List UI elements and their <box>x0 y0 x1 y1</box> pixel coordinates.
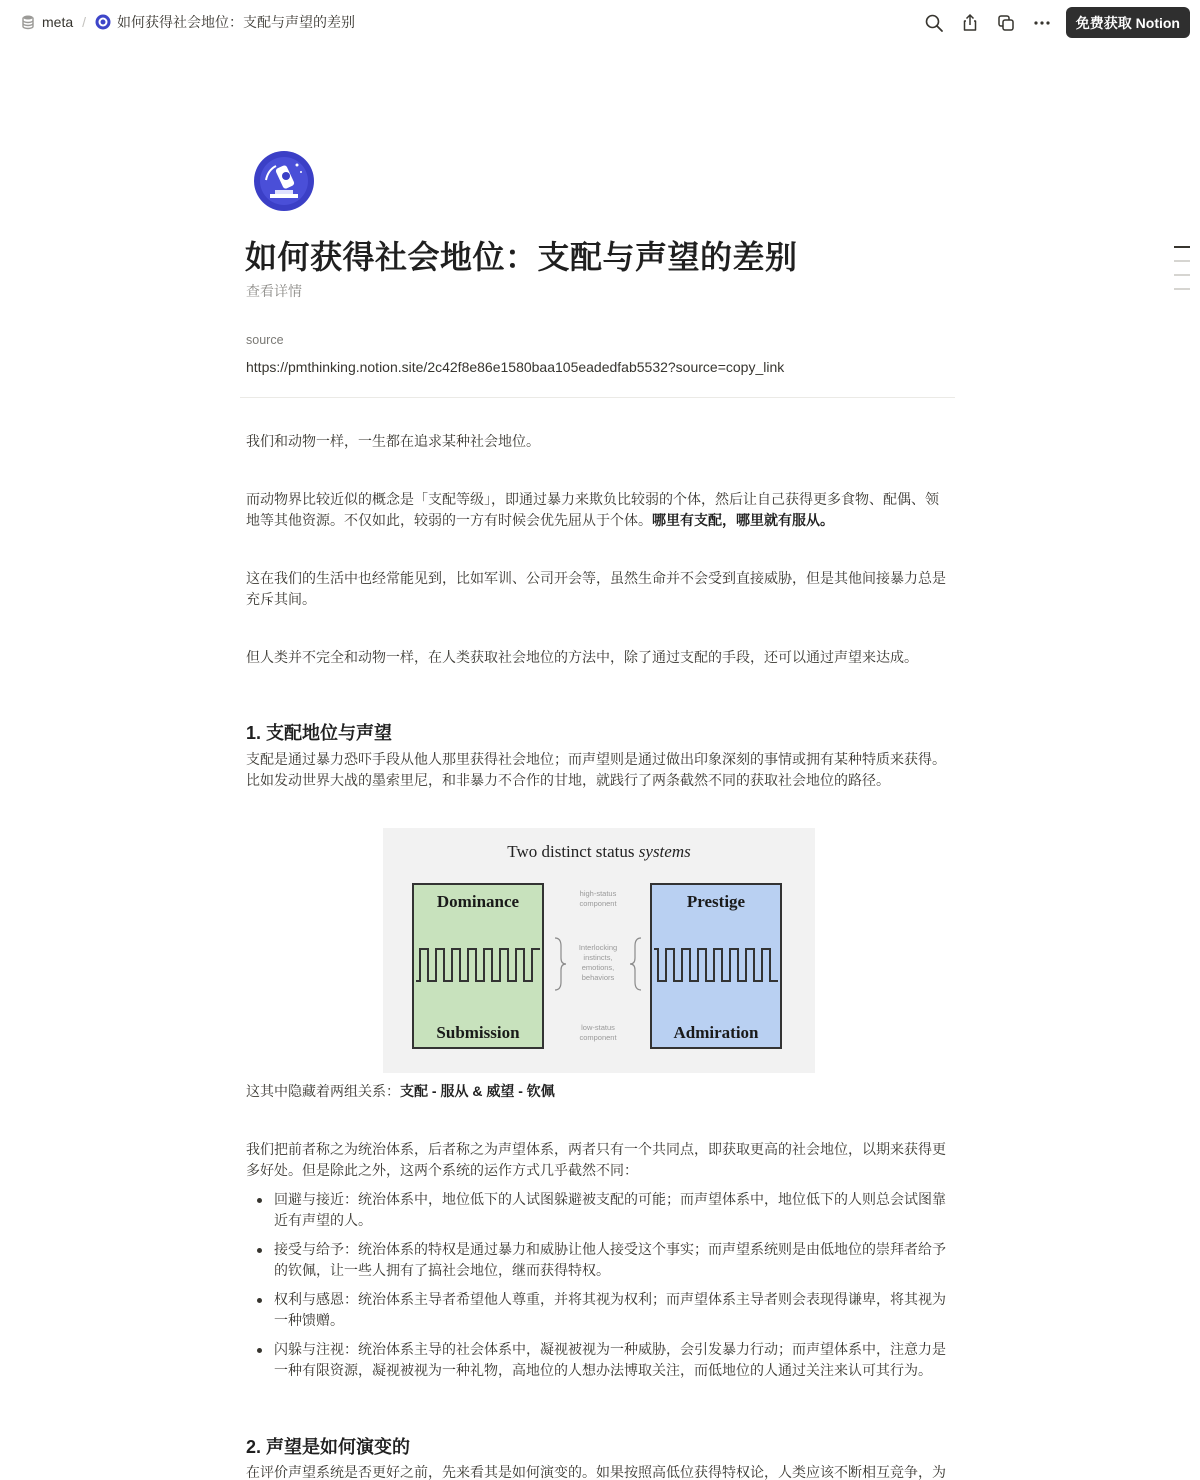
paragraph: 我们和动物一样，一生都在追求某种社会地位。 <box>246 433 540 449</box>
paragraph: 这在我们的生活中也经常能见到，比如军训、公司开会等，虽然生命并不会受到直接威胁，但是其他间接暴力总是充斥其间。 <box>246 570 946 607</box>
get-notion-button[interactable]: 免费获取 Notion <box>1066 7 1190 38</box>
top-bar <box>0 0 1200 44</box>
paragraph-bold: 哪里有支配，哪里就有服从。 <box>652 512 834 528</box>
dominance-label: Dominance <box>436 892 520 911</box>
bullet-list <box>252 1189 952 1389</box>
heading-section-1: 1. 支配地位与声望 <box>246 723 393 743</box>
low-status-caption <box>553 1023 643 1043</box>
right-brace-icon <box>553 936 567 992</box>
figure-title <box>383 842 815 862</box>
list-item: 闪躲与注视：统治体系主导的社会体系中，凝视被视为一种威胁，会引发暴力行动；而声望体系中，注意力是一种有限资源，凝视被视为一种礼物，高地位的人想办法博取关注，而低地位的人通过关注来认可其行为。 <box>252 1339 952 1381</box>
prestige-box <box>650 883 782 1049</box>
view-details-link[interactable]: 查看详情 <box>246 283 302 299</box>
breadcrumb-separator: / <box>82 14 87 30</box>
caption-line: behaviors <box>581 973 615 982</box>
more-button[interactable] <box>1024 8 1060 38</box>
toc-marker[interactable] <box>1174 260 1190 262</box>
paragraph <box>246 489 952 531</box>
page-title: 如何获得社会地位：支配与声望的差别 <box>245 239 798 275</box>
duplicate-icon <box>996 13 1016 33</box>
prestige-label: Prestige <box>686 892 746 911</box>
paragraph-bold: 支配 - 服从 & 威望 - 钦佩 <box>400 1083 555 1099</box>
high-status-caption <box>553 889 643 909</box>
paragraph: 在评价声望系统是否更好之前，先来看其是如何演变的。如果按照高低位获得特权论，人类应该不断相互竞争，为 <box>246 1464 946 1480</box>
caption-line: component <box>579 1033 617 1042</box>
table-of-contents[interactable] <box>1174 246 1190 302</box>
dominance-box <box>412 883 544 1049</box>
property-label: source <box>246 333 284 347</box>
square-wave <box>652 943 780 987</box>
toc-marker[interactable] <box>1174 246 1190 248</box>
share-icon <box>960 13 980 33</box>
heading-section-2: 2. 声望是如何演变的 <box>246 1437 411 1457</box>
duplicate-button[interactable] <box>988 8 1024 38</box>
caption-line: emotions, <box>581 963 615 972</box>
search-button[interactable] <box>916 8 952 38</box>
breadcrumb-workspace-label: meta <box>42 14 74 30</box>
figure-title-plain: Two distinct status <box>507 842 639 861</box>
submission-label: Submission <box>436 1023 520 1042</box>
toc-marker[interactable] <box>1174 288 1190 290</box>
paragraph: 支配是通过暴力恐吓手段从他人那里获得社会地位；而声望则是通过做出印象深刻的事情或拥有某种特质来获得。比如发动世界大战的墨索里尼，和非暴力不合作的甘地，就践行了两条截然不同的获取社会地位的路径。 <box>246 751 946 788</box>
paragraph: 我们把前者称之为统治体系，后者称之为声望体系，两者只有一个共同点，即获取更高的社会地位，以期来获得更多好处。但是除此之外，这两个系统的运作方式几乎截然不同： <box>246 1141 946 1178</box>
list-item: 接受与给予：统治体系的特权是通过暴力和威胁让他人接受这个事实；而声望系统则是由低地位的崇拜者给予的钦佩，让一些人拥有了搞社会地位，继而获得特权。 <box>252 1239 952 1281</box>
breadcrumb-workspace[interactable] <box>20 14 73 30</box>
figure-title-italic: systems <box>638 842 691 861</box>
paragraph-text: 而动物界比较近似的概念是「支配等级」，即通过暴力来欺负比较弱的个体，然后让自己获得更多食物、配偶、领地等其他资源。不仅如此，较弱的一方有时候会优先屈从于个体。 <box>246 491 939 528</box>
list-item: 回避与接近：统治体系中，地位低下的人试图躲避被支配的可能；而声望体系中，地位低下的人则总会试图靠近有声望的人。 <box>252 1189 952 1231</box>
caption-line: Interlocking <box>578 943 618 952</box>
status-systems-figure <box>383 828 815 1073</box>
breadcrumb <box>20 12 355 32</box>
paragraph: 但人类并不完全和动物一样，在人类获取社会地位的方法中，除了通过支配的手段，还可以通过声望来达成。 <box>246 649 918 665</box>
source-link[interactable]: https://pmthinking.notion.site/2c42f8e86e1580baa105eadedfab5532?source=copy_link <box>246 359 785 375</box>
list-item: 权利与感恩：统治体系主导者希望他人尊重，并将其视为权利；而声望体系主导者则会表现得谦卑，将其视为一种馈赠。 <box>252 1289 952 1331</box>
paragraph-text: 这其中隐藏着两组关系： <box>246 1083 400 1099</box>
page-emoji-icon <box>95 14 111 30</box>
left-brace-icon <box>629 936 643 992</box>
share-button[interactable] <box>952 8 988 38</box>
square-wave <box>414 943 542 987</box>
divider <box>240 397 955 398</box>
caption-line: low-status <box>581 1023 615 1032</box>
paragraph <box>246 1081 952 1102</box>
caption-line: component <box>579 899 617 908</box>
breadcrumb-page-label: 如何获得社会地位：支配与声望的差别 <box>117 14 356 30</box>
search-icon <box>924 13 944 33</box>
toc-marker[interactable] <box>1174 274 1190 276</box>
admiration-label: Admiration <box>673 1023 759 1042</box>
more-icon <box>1032 13 1052 33</box>
database-icon <box>20 14 36 30</box>
page-icon <box>253 150 315 212</box>
breadcrumb-page[interactable] <box>95 12 355 32</box>
caption-line: instincts, <box>583 953 613 962</box>
top-actions <box>916 7 1190 38</box>
caption-line: high-status <box>579 889 617 898</box>
